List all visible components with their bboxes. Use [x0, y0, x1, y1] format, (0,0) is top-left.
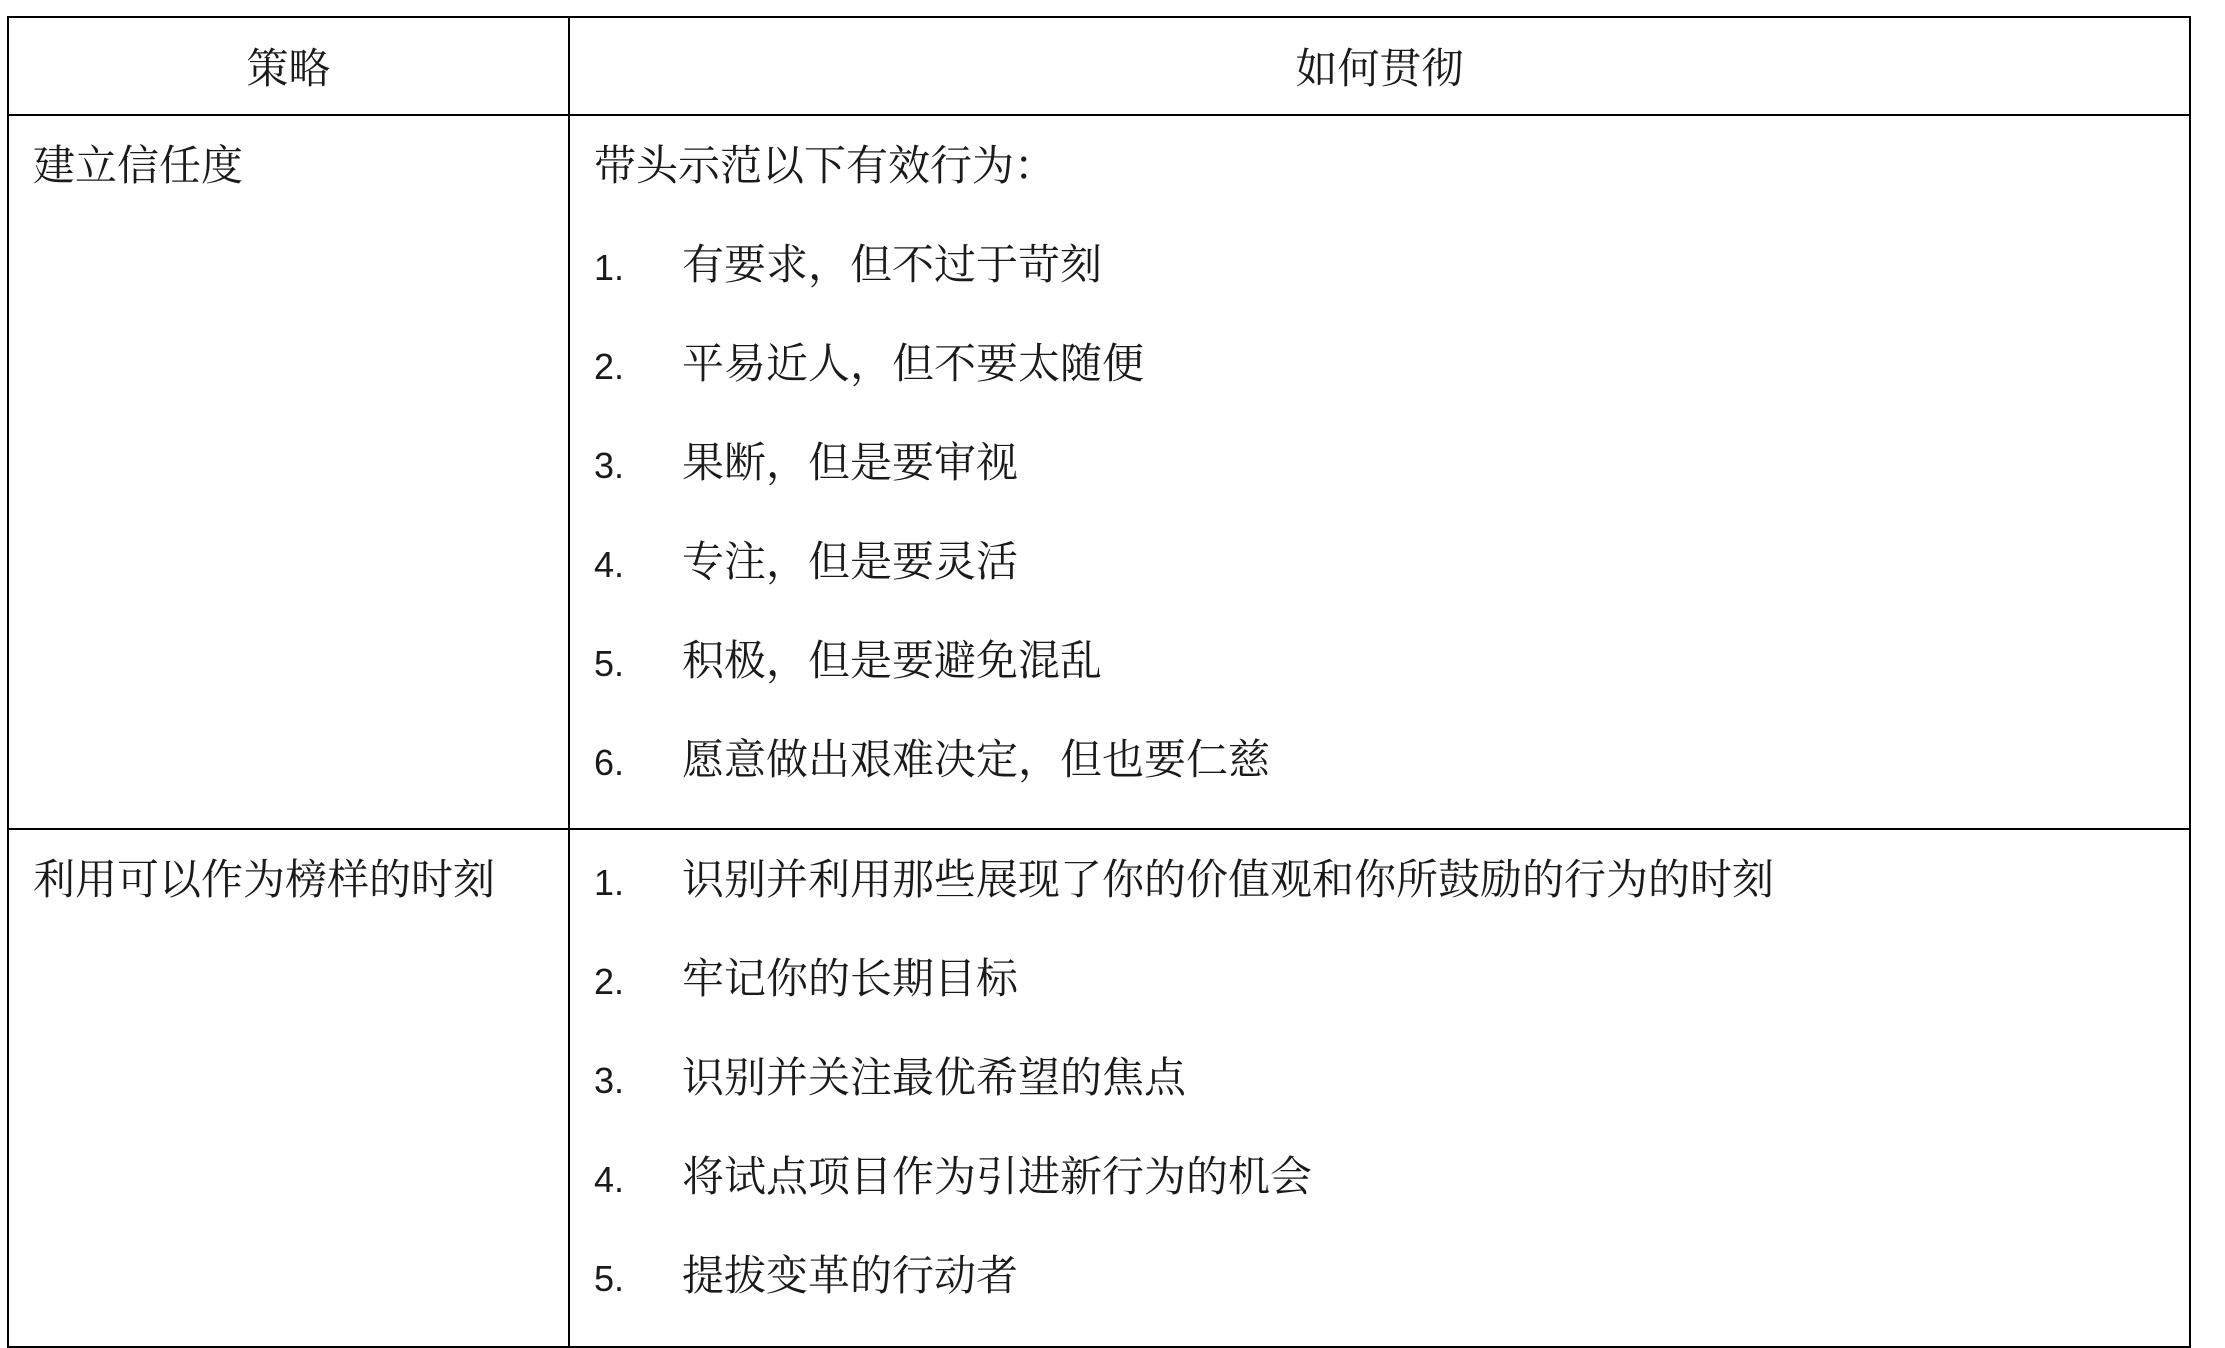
list-item	[594, 433, 2165, 493]
item-number: 5.	[594, 643, 625, 684]
item-text: 平易近人，但不要太随便	[682, 339, 1145, 388]
how-cell-trust	[569, 115, 2190, 829]
table-header-row	[8, 17, 2190, 115]
how-cell-moments	[569, 829, 2190, 1347]
item-list-trust	[594, 235, 2165, 790]
strategy-table	[7, 16, 2191, 1348]
item-text: 有要求，但不过于苛刻	[682, 240, 1103, 289]
strategy-cell-moments: 利用可以作为榜样的时刻	[8, 829, 569, 1347]
table-row	[8, 115, 2190, 829]
item-number: 1.	[594, 862, 625, 903]
item-number: 4.	[594, 1159, 625, 1200]
intro-text: 带头示范以下有效行为：	[594, 141, 1057, 190]
item-text: 果断，但是要审视	[682, 438, 1019, 487]
list-item	[594, 532, 2165, 592]
item-number: 6.	[594, 742, 625, 783]
item-number: 3.	[594, 1060, 625, 1101]
item-text: 将试点项目作为引进新行为的机会	[682, 1152, 1313, 1201]
list-item	[594, 949, 2165, 1009]
list-item	[594, 334, 2165, 394]
header-how: 如何贯彻	[569, 17, 2190, 115]
table-row	[8, 829, 2190, 1347]
item-text: 牢记你的长期目标	[682, 954, 1019, 1003]
item-text: 愿意做出艰难决定，但也要仁慈	[682, 735, 1271, 784]
item-number: 3.	[594, 445, 625, 486]
list-item	[594, 1048, 2165, 1108]
item-number: 2.	[594, 961, 625, 1002]
item-text: 专注，但是要灵活	[682, 537, 1019, 586]
item-text: 积极，但是要避免混乱	[682, 636, 1103, 685]
item-text: 提拔变革的行动者	[682, 1251, 1019, 1300]
header-strategy: 策略	[8, 17, 569, 115]
item-text: 识别并关注最优希望的焦点	[682, 1053, 1187, 1102]
item-text: 识别并利用那些展现了你的价值观和你所鼓励的行为的时刻	[682, 855, 1775, 904]
list-item	[594, 850, 2165, 910]
list-item	[594, 1246, 2165, 1306]
item-list-moments	[594, 850, 2165, 1306]
item-number: 4.	[594, 544, 625, 585]
item-number: 5.	[594, 1258, 625, 1299]
list-item	[594, 631, 2165, 691]
item-number: 1.	[594, 247, 625, 288]
strategy-cell-trust: 建立信任度	[8, 115, 569, 829]
list-item	[594, 235, 2165, 295]
item-number: 2.	[594, 346, 625, 387]
list-item	[594, 1147, 2165, 1207]
list-item	[594, 730, 2165, 790]
